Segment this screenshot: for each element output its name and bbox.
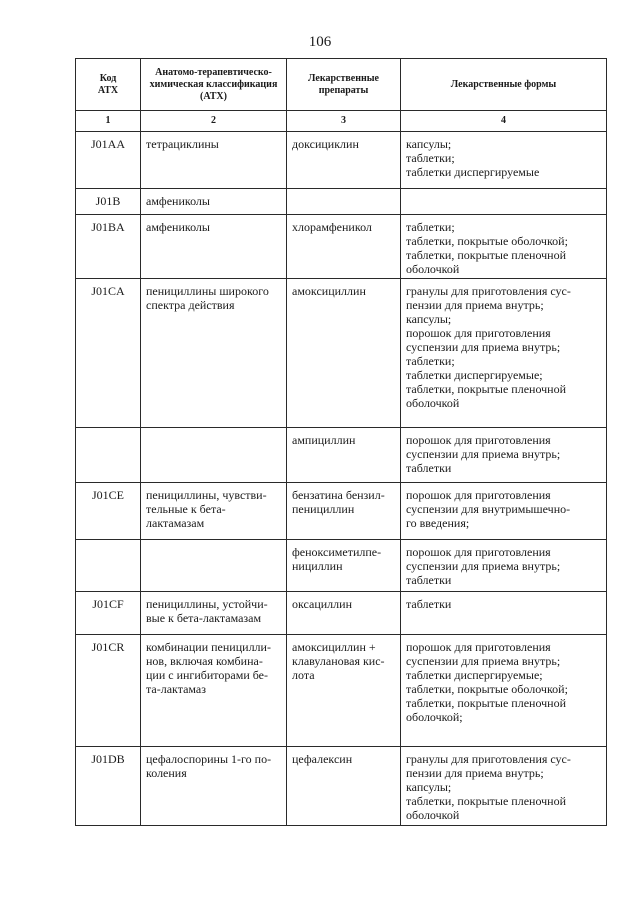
header-code: Код АТХ xyxy=(76,59,141,111)
forms-cell: гранулы для приготовления сус- пензии для приема внутрь; капсулы; порошок для приготовления суспензии для приема внутрь; таблетки; таблетки диспергируемые; таблетки, покрытые пленочной оболочкой xyxy=(401,279,607,428)
forms-cell: порошок для приготовления суспензии для внутримышечно- го введения; xyxy=(401,483,607,540)
table-row xyxy=(76,747,607,826)
column-number: 1 xyxy=(76,111,141,132)
table-row xyxy=(76,483,607,540)
column-number: 3 xyxy=(287,111,401,132)
atx-code-cell: J01CE xyxy=(76,483,141,540)
forms-cell xyxy=(401,189,607,215)
page-number: 106 xyxy=(308,34,332,50)
atx-code-cell: J01B xyxy=(76,189,141,215)
drug-cell xyxy=(287,189,401,215)
classification-cell: пенициллины, чувстви- тельные к бета- лактамазам xyxy=(141,483,287,540)
forms-cell: гранулы для приготовления сус- пензии для приема внутрь; капсулы; таблетки, покрытые пленочной оболочкой xyxy=(401,747,607,826)
forms-cell: порошок для приготовления суспензии для приема внутрь; таблетки xyxy=(401,428,607,483)
classification-cell: амфениколы xyxy=(141,189,287,215)
classification-cell: тетрациклины xyxy=(141,132,287,189)
table-row xyxy=(76,279,607,428)
classification-cell: пенициллины, устойчи- вые к бета-лактамазам xyxy=(141,592,287,635)
header-forms: Лекарственные формы xyxy=(401,59,607,111)
table-row xyxy=(76,592,607,635)
atx-code-cell xyxy=(76,540,141,592)
header-classification: Анатомо-терапевтическо- химическая классификация (АТХ) xyxy=(141,59,287,111)
forms-cell: капсулы; таблетки; таблетки диспергируемые xyxy=(401,132,607,189)
classification-cell xyxy=(141,428,287,483)
forms-cell: порошок для приготовления суспензии для приема внутрь; таблетки xyxy=(401,540,607,592)
atx-code-cell: J01DB xyxy=(76,747,141,826)
drug-cell: бензатина бензил- пенициллин xyxy=(287,483,401,540)
atx-code-cell: J01AA xyxy=(76,132,141,189)
column-number: 4 xyxy=(401,111,607,132)
drug-cell: цефалексин xyxy=(287,747,401,826)
atx-code-cell: J01BA xyxy=(76,215,141,279)
atx-code-cell: J01CF xyxy=(76,592,141,635)
drug-cell: хлорамфеникол xyxy=(287,215,401,279)
atx-code-cell xyxy=(76,428,141,483)
table-row xyxy=(76,428,607,483)
classification-cell: цефалоспорины 1-го по- коления xyxy=(141,747,287,826)
drug-cell: ампициллин xyxy=(287,428,401,483)
table-row xyxy=(76,215,607,279)
forms-cell: порошок для приготовления суспензии для приема внутрь; таблетки диспергируемые; таблетки, покрытые оболочкой; таблетки, покрытые пленочной оболочкой; xyxy=(401,635,607,747)
drug-cell: амоксициллин xyxy=(287,279,401,428)
atx-code-cell: J01CR xyxy=(76,635,141,747)
classification-cell: пенициллины широкого спектра действия xyxy=(141,279,287,428)
table-row xyxy=(76,132,607,189)
column-number: 2 xyxy=(141,111,287,132)
classification-cell: комбинации пеницилли- нов, включая комбина- ции с ингибиторами бе- та-лактамаз xyxy=(141,635,287,747)
drug-cell: доксициклин xyxy=(287,132,401,189)
table-body xyxy=(76,132,607,826)
atx-table xyxy=(75,58,607,826)
drug-cell: феноксиметилпе- нициллин xyxy=(287,540,401,592)
table-row xyxy=(76,635,607,747)
drug-cell: амоксициллин + клавулановая кис- лота xyxy=(287,635,401,747)
forms-cell: таблетки; таблетки, покрытые оболочкой; таблетки, покрытые пленочной оболочкой xyxy=(401,215,607,279)
classification-cell xyxy=(141,540,287,592)
forms-cell: таблетки xyxy=(401,592,607,635)
classification-cell: амфениколы xyxy=(141,215,287,279)
header-drugs: Лекарственные препараты xyxy=(287,59,401,111)
header-row xyxy=(76,59,607,111)
table-row xyxy=(76,189,607,215)
table-row xyxy=(76,540,607,592)
atx-code-cell: J01CA xyxy=(76,279,141,428)
drug-cell: оксациллин xyxy=(287,592,401,635)
column-number-row xyxy=(76,111,607,132)
